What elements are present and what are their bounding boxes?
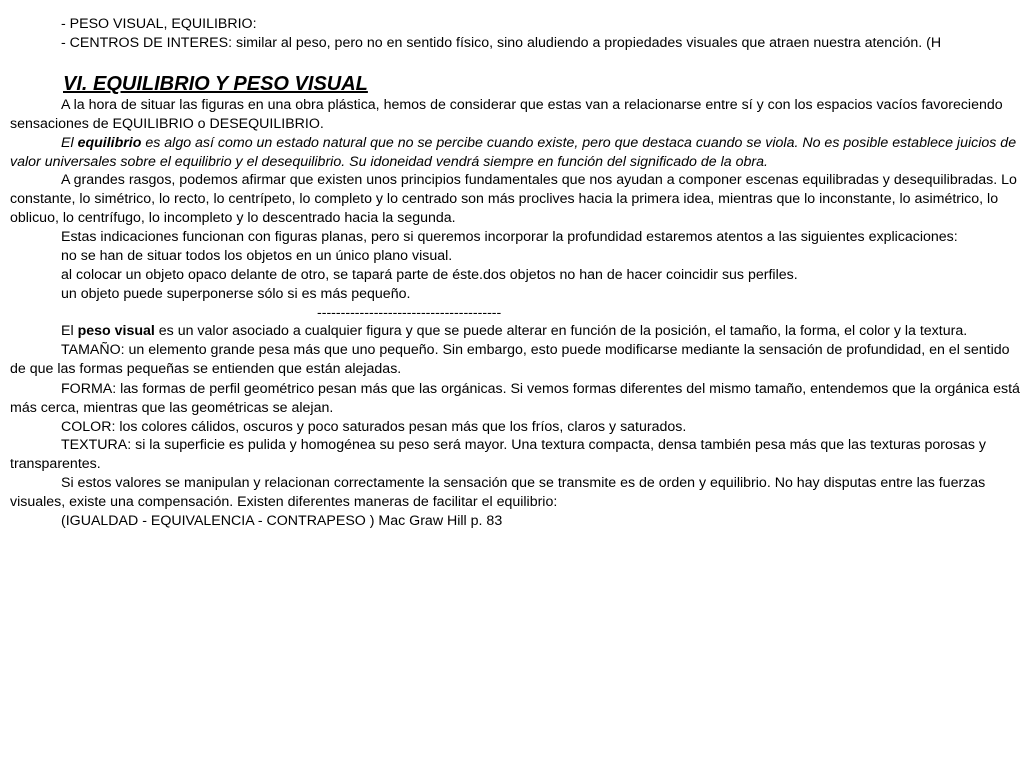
intro-line-centros-de-interes: - CENTROS DE INTERES: similar al peso, pero no en sentido físico, sino aludiendo a propiedades visuales que atraen nuestra atención. (H bbox=[61, 34, 942, 51]
paragraph-equilibrio-post: es algo así como un estado natural que no se percibe cuando existe, pero que destaca cuando se viola. No es posible establece juicios de valor universales sobre el equilibrio y el desequilibrio. Su idoneidad vendrá siempre en función del significado de la obra. bbox=[10, 134, 1017, 170]
paragraph-tamano: TAMAÑO: un elemento grande pesa más que uno pequeño. Sin embargo, esto puede modificarse mediante la sensación de profundidad, en el sentido de que las formas pequeñas se entienden que están alejadas. bbox=[10, 341, 1010, 378]
paragraph-profundidad: Estas indicaciones funcionan con figuras planas, pero si queremos incorporar la profundidad estaremos atentos a las siguientes explicaciones: bbox=[61, 229, 958, 246]
document-page bbox=[10, 15, 1024, 531]
paragraph-peso-visual-pre: El bbox=[61, 322, 78, 339]
intro-line-peso-visual: - PESO VISUAL, EQUILIBRIO: bbox=[61, 16, 257, 32]
paragraph-equilibrio bbox=[10, 134, 1024, 172]
separator-line: --------------------------------------- bbox=[317, 304, 502, 321]
term-equilibrio: equilibrio bbox=[77, 134, 142, 151]
list-item-objeto-opaco: al colocar un objeto opaco delante de otro, se tapará parte de éste.dos objetos no han de hacer coincidir sus perfiles. bbox=[61, 266, 798, 283]
paragraph-equilibrio-pre: El bbox=[61, 134, 78, 151]
section-heading: VI. EQUILIBRIO Y PESO VISUAL bbox=[63, 72, 368, 95]
term-peso-visual: peso visual bbox=[77, 322, 155, 339]
paragraph-figuras: A la hora de situar las figuras en una obra plástica, hemos de considerar que estas van a relacionarse entre sí y con los espacios vacíos favoreciendo sensaciones de EQUILIBRIO o DESEQUILIBRIO. bbox=[10, 96, 1003, 132]
paragraph-forma: FORMA: las formas de perfil geométrico pesan más que las orgánicas. Si vemos formas diferentes del mismo tamaño, entendemos que la orgánica está más cerca, mientras que las geométricas se alejan. bbox=[10, 380, 1020, 416]
paragraph-color: COLOR: los colores cálidos, oscuros y poco saturados pesan más que los fríos, claros y saturados. bbox=[61, 418, 687, 435]
list-item-superponerse: un objeto puede superponerse sólo si es más pequeño. bbox=[61, 285, 411, 302]
paragraph-peso-visual bbox=[10, 322, 1024, 341]
list-item-plano-visual: no se han de situar todos los objetos en un único plano visual. bbox=[61, 248, 453, 265]
paragraph-textura: TEXTURA: si la superficie es pulida y homogénea su peso será mayor. Una textura compacta, densa también pesa más que las texturas porosas y transparentes. bbox=[10, 437, 987, 473]
paragraph-peso-visual-post: es un valor asociado a cualquier figura y que se puede alterar en función de la posición, el tamaño, la forma, el color y la textura. bbox=[154, 322, 968, 339]
closing-reference: (IGUALDAD - EQUIVALENCIA - CONTRAPESO ) Mac Graw Hill p. 83 bbox=[61, 513, 503, 530]
paragraph-principios: A grandes rasgos, podemos afirmar que existen unos principios fundamentales que nos ayudan a componer escenas equilibradas y desequilibradas. Lo constante, lo simétrico, lo recto, lo centrípeto, lo completo y lo centrado son más proclives hacia la primera idea, mientras que lo inconstante, lo asimétrico, lo oblicuo, lo centrífugo, lo incompleto y lo descentrado hacia la segunda. bbox=[10, 172, 1017, 227]
paragraph-manipulan: Si estos valores se manipulan y relacionan correctamente la sensación que se transmite es de orden y equilibrio. No hay disputas entre las fuerzas visuales, existe una compensación. Existen diferentes maneras de facilitar el equilibrio: bbox=[10, 475, 986, 511]
